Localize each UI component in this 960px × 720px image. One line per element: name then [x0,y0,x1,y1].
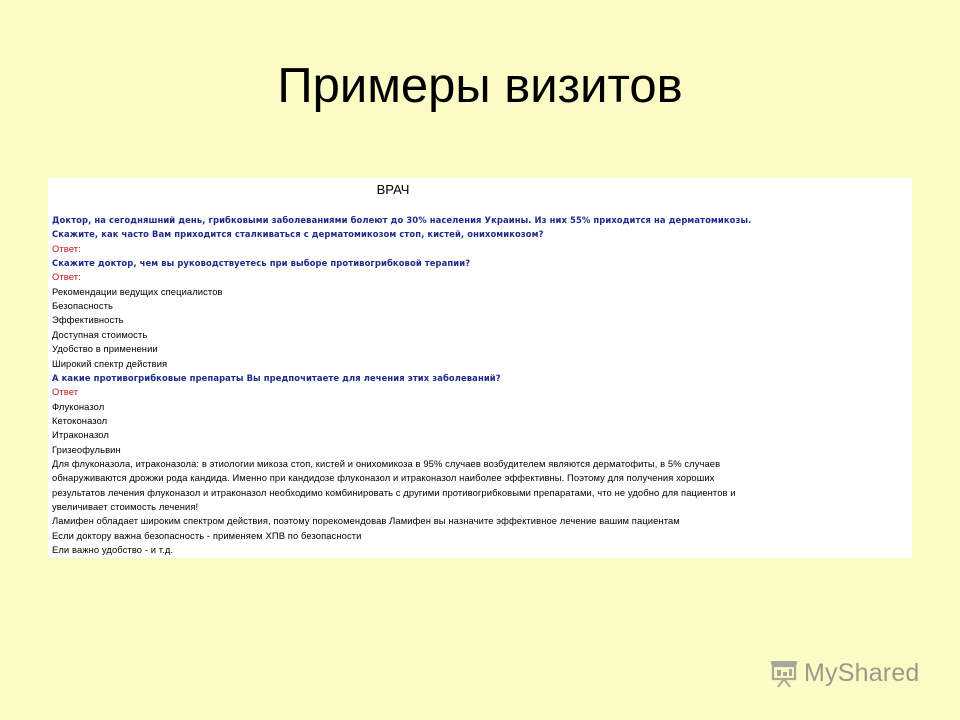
document-line-plain: Итраконазол [52,429,109,441]
document-line-plain: Широкий спектр действия [52,357,168,369]
document-line-plain: результатов лечения флуконазол и итраконазол необходимо комбинировать с другими противогрибковыми препаратами, что не удобно для пациентов и [52,486,736,498]
document-heading: ВРАЧ [376,182,410,197]
document-line-plain: Ели важно удобство - и т.д. [52,544,174,556]
document-line-question: Доктор, на сегодняшний день, грибковыми заболеваниями болеют до 30% населения Украины. Из них 55% приходится на дерматомикозы. [52,215,752,225]
document-line-question: А какие противогрибковые препараты Вы предпочитаете для лечения этих заболеваний? [52,372,501,383]
document-line-answer-label: Ответ: [52,271,81,283]
document-panel [48,178,912,558]
document-line-plain: Эффективность [52,314,124,326]
projector-screen-icon [768,657,800,689]
document-line-plain: Флуконазол [52,400,105,412]
watermark [768,655,920,691]
document-line-question: Скажите доктор, чем вы руководствуетесь при выборе противогрибковой терапии? [52,258,471,269]
document-line-plain: Гризеофульвин [52,443,121,455]
document-line-answer-label: Ответ: [52,242,81,254]
document-line-plain: Доступная стоимость [52,328,148,340]
document-line-plain: Рекомендации ведущих специалистов [52,285,223,297]
document-line-plain: Ламифен обладает широким спектром действия, поэтому порекомендовав Ламифен вы назначите эффективное лечение вашим пациентам [52,515,680,527]
document-line-answer-label: Ответ [52,386,79,398]
document-line-plain: Если доктору важна безопасность - применяем ХПВ по безопасности [52,529,362,541]
document-line-question: Скажите, как часто Вам приходится сталкиваться с дерматомикозом стоп, кистей, онихомикозом? [52,229,544,240]
document-line-plain: Для флуконазола, итраконазола: в этиологии микоза стоп, кистей и онихомикоза в 95% случаев возбудителем являются дерматофиты, в 5% случаев [52,457,721,469]
watermark-text: MyShared [804,658,920,687]
document-line-plain: Удобство в применении [52,343,158,355]
document-line-plain: Кетоконазол [52,414,108,426]
document-line-plain: обнаруживаются дрожжи рода кандида. Именно при кандидозе флуконазол и итраконазол наиболее эффективны. Поэтому для получения хороших [52,472,715,484]
document-line-plain: увеличивает стоимость лечения! [52,501,199,512]
slide-title: Примеры визитов [277,59,683,113]
document-line-plain: Безопасность [52,300,114,312]
